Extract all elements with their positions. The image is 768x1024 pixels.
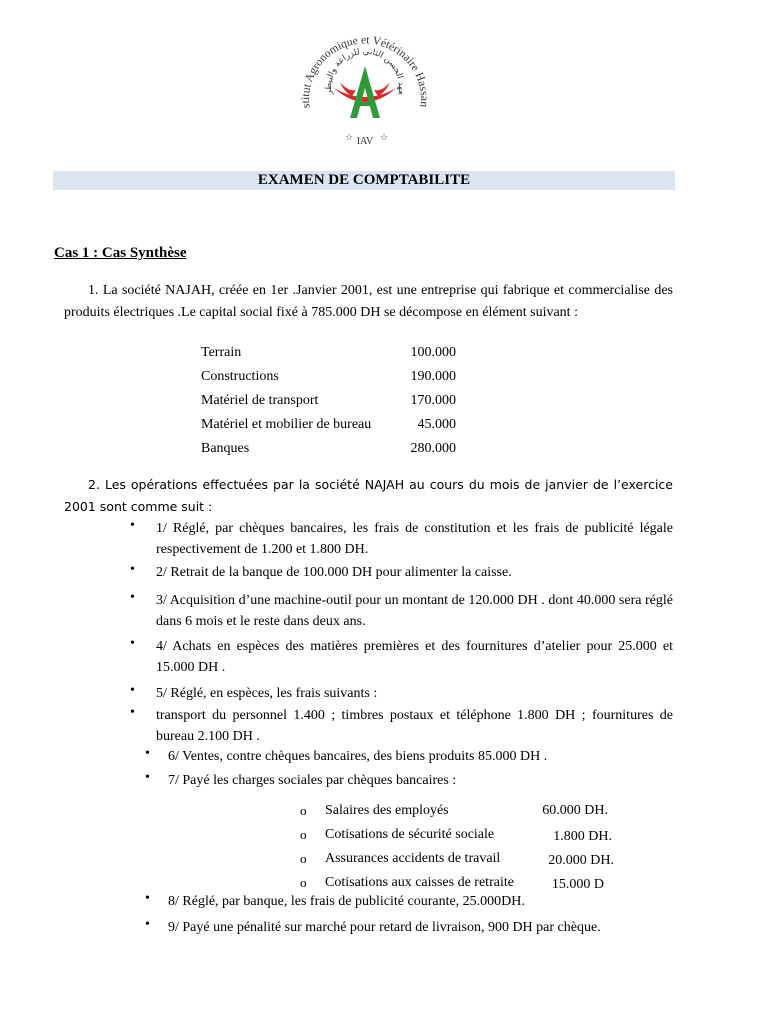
circle-bullet-icon: o [300, 803, 307, 818]
list-item: 1/ Réglé, par chèques bancaires, les frais de constitution et les frais de publicité légale respectivement de 1.200 et 1.800 DH. [156, 521, 673, 557]
list-item: 3/ Acquisition d’une machine-outil pour un montant de 120.000 DH . dont 40.000 sera réglé dans 6 mois et le reste dans deux ans. [156, 593, 673, 629]
iav-emblem-icon [292, 18, 438, 150]
list-item: 9/ Payé une pénalité sur marché pour retard de livraison, 900 DH par chèque. [168, 920, 601, 935]
sub-list-item [300, 824, 614, 846]
list-item: 4/ Achats en espèces des matières premières et des fournitures d’atelier pour 25.000 et 15.000 DH . [156, 639, 673, 675]
list-item: transport du personnel 1.400 ; timbres postaux et téléphone 1.800 DH ; fournitures de bureau 2.100 DH . [156, 708, 673, 744]
asset-label: Matériel et mobilier de bureau [201, 417, 372, 432]
asset-value: 170.000 [410, 393, 456, 408]
svg-text:☆: ☆ [345, 133, 354, 143]
asset-label: Constructions [201, 369, 279, 384]
asset-row [201, 414, 456, 436]
logo-arc-text: stitut Agronomique et Vétérinaire Hassan [299, 34, 431, 109]
asset-label: Terrain [201, 345, 242, 360]
bullet-icon: • [145, 917, 150, 932]
asset-label: Banques [201, 441, 250, 456]
charge-value: 1.800 DH. [553, 829, 612, 844]
charge-value: 60.000 DH. [542, 803, 608, 818]
list-item: 7/ Payé les charges sociales par chèques bancaires : [168, 773, 457, 788]
asset-row [201, 366, 456, 388]
asset-row [201, 342, 456, 364]
logo-bottom-text: IAV [356, 136, 374, 147]
asset-row [201, 390, 456, 412]
bullet-icon: • [130, 590, 135, 605]
page-title: EXAMEN DE COMPTABILITE [257, 172, 471, 188]
asset-row [201, 438, 456, 460]
bullet-icon: • [145, 770, 150, 785]
list-item: 2/ Retrait de la banque de 100.000 DH pour alimenter la caisse. [156, 565, 512, 580]
sub-list-item [300, 848, 614, 870]
charge-value: 15.000 D [551, 877, 604, 892]
logo-arabic-text: عهد الحسن الثاني للزراعة والبيطر [323, 46, 407, 96]
operations-intro-paragraph: 2. Les opérations effectuées par la société NAJAH au cours du mois de janvier de l’exercice 2001 sont comme suit : [64, 477, 673, 514]
iav-logo [292, 18, 438, 150]
bullet-icon: • [145, 746, 150, 761]
list-item: 5/ Réglé, en espèces, les frais suivants : [156, 686, 378, 701]
list-item: 6/ Ventes, contre chèques bancaires, des biens produits 85.000 DH . [168, 749, 548, 764]
intro-paragraph: 1. La société NAJAH, créée en 1er .Janvier 2001, est une entreprise qui fabrique et commercialise des produits électriques .Le capital social fixé à 785.000 DH se décompose en élément suivant : [64, 283, 673, 320]
title-bar [53, 171, 675, 190]
asset-value: 190.000 [410, 369, 456, 384]
charge-label: Cotisations aux caisses de retraite [325, 875, 514, 890]
bullet-icon: • [130, 683, 135, 698]
bullet-icon: • [130, 518, 135, 533]
charge-value: 20.000 DH. [548, 853, 614, 868]
circle-bullet-icon: o [300, 851, 307, 866]
svg-text:☆: ☆ [380, 133, 389, 143]
bullet-icon: • [130, 705, 135, 720]
asset-value: 100.000 [410, 345, 456, 360]
case-heading: Cas 1 : Cas Synthèse [54, 245, 187, 261]
sub-list-item [300, 800, 614, 822]
list-item: 8/ Réglé, par banque, les frais de publicité courante, 25.000DH. [168, 894, 525, 909]
charge-label: Cotisations de sécurité sociale [325, 827, 495, 842]
charge-label: Assurances accidents de travail [325, 851, 501, 866]
asset-label: Matériel de transport [201, 393, 319, 408]
charge-label: Salaires des employés [325, 803, 449, 818]
bullet-icon: • [130, 636, 135, 651]
bullet-icon: • [145, 891, 150, 906]
bullet-icon: • [130, 562, 135, 577]
asset-value: 280.000 [410, 441, 456, 456]
circle-bullet-icon: o [300, 827, 307, 842]
asset-value: 45.000 [417, 417, 456, 432]
circle-bullet-icon: o [300, 875, 307, 890]
